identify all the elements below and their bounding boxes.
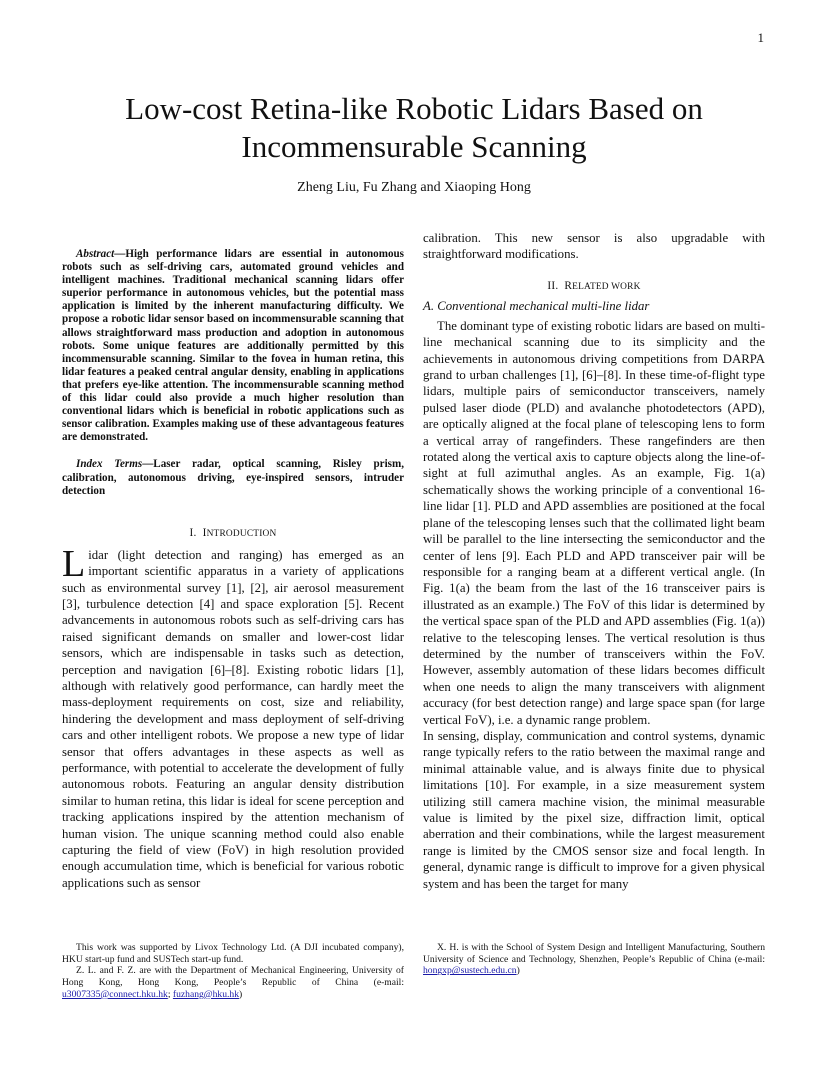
- affiliation-end: ): [239, 988, 243, 1000]
- index-terms-label: Index Terms: [76, 458, 143, 471]
- index-terms: [62, 458, 404, 497]
- affiliation-text: Z. L. and F. Z. are with the Department of Mechanical Engineering, University of Hong Kong, Hong Kong, People’s Republic of China (e-mail:: [62, 965, 404, 989]
- affiliation-text: X. H. is with the School of System Design and Intelligent Manufacturing, Southern University of Science and Technology, Shenzhen, People’s Republic of China (e-mail:: [423, 942, 765, 965]
- section-title-rest: NTRODUCTION: [206, 528, 277, 539]
- author-list: Zheng Liu, Fu Zhang and Xiaoping Hong: [297, 180, 531, 195]
- affiliation-footnote-right: [423, 942, 765, 977]
- section-heading-introduction: [62, 527, 404, 539]
- continued-paragraph: calibration. This new sensor is also upgradable with straightforward modifications.: [423, 231, 765, 262]
- section-first-letter: I: [202, 526, 207, 539]
- right-column: [423, 230, 765, 892]
- title-line-1: Low-cost Retina-like Robotic Lidars Based on: [125, 91, 703, 126]
- related-work-paragraph-2: In sensing, display, communication and control systems, dynamic range typically refers to the ratio between the maximal range and minimal attainable value, and is always finite due to physical limitations [10]. For example, in a size measurement system utilizing still camera machine vision, the minimal measurable value is limited by the pixel size, diffraction limit, optical aberration and their combinations, while the largest measurement range is limited by the CMOS sensor size and focal length. In general, dynamic range is difficult to improve for a given physical system and has been the target for many: [423, 728, 765, 891]
- section-first-letter: R: [564, 279, 573, 292]
- section-title-rest: ELATED WORK: [572, 281, 641, 292]
- right-footnotes: [423, 942, 765, 977]
- abstract-text: —High performance lidars are essential in autonomous robots such as self-driving cars, automated ground vehicles and intelligent machines. Traditional mechanical scanning lidars offer superior performance in autonomous vehicles, but the potential mass application is limited by the inherent manufacturing difficulty. We propose a robotic lidar sensor based on incommensurable scanning that allows straightforward mass production and adoption in autonomous robots. Some unique features are additionally permitted by this incommensurable scanning. Similar to the fovea in human retina, this lidar features a peaked central angular density, enabling in applications that prefers eye-like attention. The incommensurable scanning method of this lidar could also provide a much higher resolution than conventional lidars which is beneficial in robotic applications such as sensor calibration. Examples making use of these advantageous features are demonstrated.: [62, 248, 404, 444]
- email-link-liu[interactable]: u3007335@connect.hku.hk: [62, 988, 168, 1000]
- affiliation-end: ): [516, 965, 520, 977]
- related-work-paragraph-1: The dominant type of existing robotic lidars are based on multi-line mechanical scanning due to its simplicity and the achievements in autonomous driving competitions from DARPA grand to urban challenges [1], [6]–[8]. In these time-of-flight type lidars, multiple pairs of semiconductor transceivers, namely pulsed laser diode (PLD) and avalanche photodetectors (APD), are optically aligned at the focal plane of telescoping lens to form a vertical array of rangefinders. These rangefinders are then rotated along the vertical axis to capture objects along the line-of-sight at full azimuthal angles. As an example, Fig. 1(a) schematically shows the working principle of a conventional 16-line lidar [1]. PLD and APD assemblies are positioned at the focal plane of the telescoping lenses such that the collimated light beam will be parallel to the line intersecting the semiconductor and the center of lens [9]. Each PLD and APD transceiver pair will be responsible for a ranging beam at a different vertical angle. (In Fig. 1(a) the beam from the last of the 16 transceiver pairs is illustrated as an example.) The FoV of this lidar is determined by the vertical space span of the PLD and APD assemblies (Fig. 1(a)) relative to the telescoping lenses. The vertical resolution is thus determined by the number of transceivers within the FoV. However, assembly automation of these lidars becomes difficult when one needs to align the many transceivers with alignment accuracy (for best detection range) and large space span (for large vertical FoV), i.e. a dynamic range problem.: [423, 318, 765, 727]
- left-footnotes: [62, 942, 404, 1001]
- abstract: [62, 248, 404, 444]
- left-column: [62, 248, 404, 891]
- funding-footnote: This work was supported by Livox Technology Ltd. (A DJI incubated company), HKU start-up fund and SUSTech start-up fund.: [62, 942, 404, 965]
- affiliation-footnote-left: [62, 965, 404, 1000]
- page-number: 1: [757, 30, 764, 45]
- abstract-label: Abstract: [76, 248, 115, 260]
- email-separator: ;: [167, 988, 173, 1000]
- introduction-paragraph: [62, 542, 404, 892]
- introduction-text: idar (light detection and ranging) has emerged as an important scientific apparatus in a variety of applications such as environmental survey [1], [2], air aerosol measurement [3], turbulence detection [4] and space exploration [5]. Recent advancements in autonomous robots such as self-driving cars has raised significant demands on smaller and lower-cost lidar sensors, which are indispensable in tasks such as detection, perception and navigation [6]–[8]. Existing robotic lidars [1], although with relatively good performance, can hardly meet the mass-deployment requirements on cost, size and reliability, hindering the development and mass deployment of self-driving cars and other intelligent robots. We propose a new type of lidar sensor that offers advantages in these aspects as well as performance, with potential to accelerate the development of fully autonomous robots. Featuring an angular density distribution similar to human retina, this lidar is ideal for scene perception and tracking applications inspired by the attention mechanism of human vision. The unique scanning method could also enable capturing the field of view (FoV) in high resolution provided enough accumulation time, which is beneficial for various robotic applications such as sensor: [62, 547, 404, 890]
- section-numeral: I.: [189, 526, 197, 539]
- email-link-zhang[interactable]: fuzhang@hku.hk: [172, 988, 240, 1000]
- email-link-hong[interactable]: hongxp@sustech.edu.cn: [423, 965, 517, 977]
- index-terms-text: —Laser radar, optical scanning, Risley prism, calibration, autonomous driving, eye-inspired sensors, intruder detection: [62, 458, 404, 497]
- section-numeral: II.: [547, 279, 559, 292]
- title-line-2: Incommensurable Scanning: [241, 129, 587, 164]
- subsection-heading: A. Conventional mechanical multi-line lidar: [423, 298, 650, 313]
- drop-cap: L: [62, 542, 86, 585]
- paper-title: [60, 90, 768, 166]
- section-heading-related-work: [423, 280, 765, 292]
